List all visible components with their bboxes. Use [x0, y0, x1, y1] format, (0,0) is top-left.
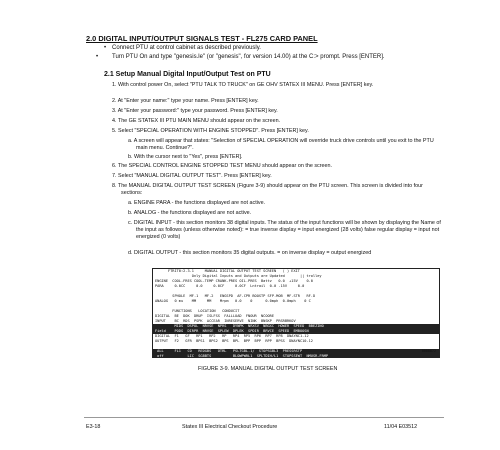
step: 8. The MANUAL DIGITAL OUTPUT TEST SCREEN (Figure 3-9) should appear on the PTU screen. This screen is divided into four sections:: [112, 183, 423, 196]
step: 6. The SPECIAL CONTROL ENGINE STOPPED TEST MENU should appear on the screen.: [112, 163, 333, 169]
substep: a. ENGINE PARA - the functions displayed are not active.: [128, 200, 266, 206]
terminal-line: FTRIT0:2-3.1 MANUAL DIGITAL OUTPUT TEST SCREEN ( ) EXIT: [155, 269, 300, 273]
terminal-line: FUNCTIONS LOCATION CONDUCIT: [155, 309, 240, 313]
footer-page-number: E3-18: [86, 424, 101, 430]
subsection-heading: 2.1 Setup Manual Digital Input/Output Test on PTU: [104, 71, 271, 78]
step: 1. With control power On, select "PTU TALK TO TRUCK" on GE OHV STATEX III MENU. Press [ENTER] key.: [112, 82, 374, 88]
substep: b. With the cursor next to "Yes", press [ENTER].: [128, 154, 243, 160]
step: 5. Select "SPECIAL OPERATION WITH ENGINE STOPPED". Press [ENTER] key.: [112, 128, 309, 134]
figure-caption: FIGURE 3-9. MANUAL DIGITAL OUTPUT TEST SCREEN: [198, 366, 338, 372]
terminal-line: ANALOG 0 mu MM MM Mrpm 0.0 0 0.0mph 0.0mph 0 C: [155, 299, 311, 303]
terminal-line: off LIC SGBBTS BLOWPWRL1 SPLTDIH/L1 STOPSSEWT NMUSR-FRMP: [153, 354, 439, 358]
figure-tag: 0000072: [421, 349, 436, 353]
terminal-line: ALL FL1 CO REDGBS OTRL PSLTGBL-1/ STOPSGBL3 PRESSRSTP: [153, 349, 439, 354]
section-heading: 2.0 DIGITAL INPUT/OUTPUT SIGNALS TEST - FL275 CARD PANEL: [86, 34, 318, 43]
step: 7. Select "MANUAL DIGITAL OUTPUT TEST". Press [ENTER] key.: [112, 173, 272, 179]
bullet-item: • Turn PTU On and type "genesis.le" (or "genesis", for version 14.00) at the C:> prompt. Press [ENTER].: [96, 54, 385, 60]
footer-title: Statex III Electrical Checkout Procedure: [182, 424, 278, 430]
terminal-line: DIGITAL F1 GF RP1 RP2 RP RP4 RP5 RP6 RP7 RP8 DNAYNC1-12: [155, 334, 309, 338]
terminal-line: PARA 0.0CC 0.0 0.0CF 0.0CF Lntrail 0.0 -15V 0.0: [155, 284, 305, 288]
terminal-line: MIDS DSPOL NRVSE NPRS DYNPK NRXSV NBGXC HOWER SPEED BBEZINO: [153, 324, 439, 329]
terminal-line: OUTPUT F2 GFR BPS1 BPS2 BPS BPL BPP BPP RPP BPSS DNAYNC10-12: [155, 339, 313, 343]
terminal-line: INPUT BC RDS PSPK ACCEAR INRESERVE NINK BNSKP PRSRBRKOV: [155, 319, 296, 323]
step: 3. At "Enter your password:" type your password. Press [ENTER] key.: [112, 108, 278, 114]
terminal-line: ENGINE COOL-FRES COOL-TEMP CRANK-PRES OIL-PRES Battv 0.0 +15V 0.0: [155, 279, 313, 283]
terminal-line: DIGITAL BE DOK DRUP ISLFSS FALLLOAD FNOUR NCOORE: [155, 314, 274, 318]
step: 2. At "Enter your name:" type your name. Press [ENTER] key.: [112, 98, 259, 104]
footer-date: 11/04 E03512: [384, 424, 418, 430]
footer-rule: [84, 417, 444, 418]
terminal-line: Field PODG DIRPR NRVSE SPLEW DPLEK SPDIR BRVCE SPEED EMBOOSN: [153, 329, 439, 334]
bullet-item: • Connect PTU at control cabinet as described previously.: [104, 45, 261, 51]
ptu-terminal-screenshot: [152, 268, 440, 358]
substep: d. DIGITAL OUTPUT - this section monitors 35 digital outputs. = on inverse display = output energized: [128, 250, 372, 256]
terminal-line: SPHOLE MF.1 MF.2 ENGSPD AF-CPR BOOSTP SFP.MOB MF.STR RF.D: [155, 294, 316, 298]
step: 4. The GE STATEX III PTU MAIN MENU should appear on the screen.: [112, 118, 281, 124]
substep: c. DIGITAL INPUT - this section monitors 38 digital inputs. The status of the input functions will be shown by displaying the Name of the input as follows (unless otherwise noted): = true inverse display = input energized (28 volts) false regular display = input not energized (0 volts): [128, 220, 441, 240]
terminal-line: Only Digital Inputs and Outputs are Updated || trolley: [155, 274, 322, 278]
substep: b. ANALOG - the functions displayed are not active.: [128, 210, 252, 216]
substep: a. A screen will appear that states: "Selection of SPECIAL OPERATION will override truck drive controls until you exit to the PTU main menu. Continue?".: [128, 138, 434, 151]
